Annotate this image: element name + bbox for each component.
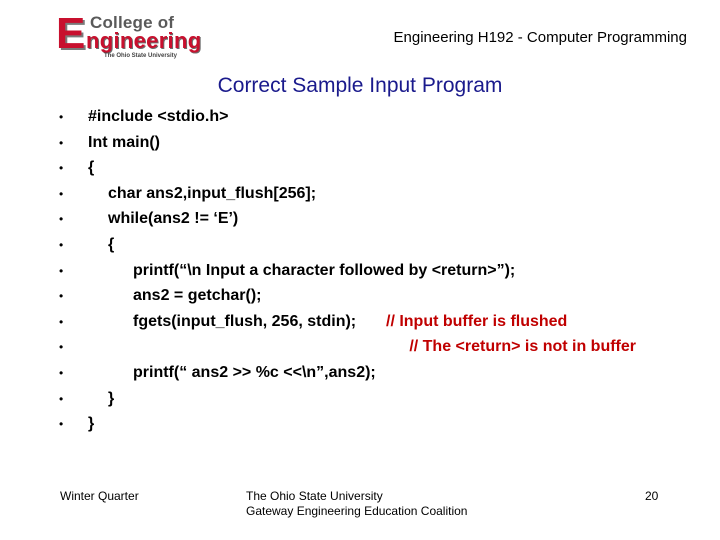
code-line: char ans2,input_flush[256]; (108, 185, 317, 202)
bullet-icon: • (59, 289, 64, 303)
logo-engineering-text: ngineering (86, 28, 202, 53)
bullet-icon: • (59, 212, 64, 226)
footer-university: The Ohio State University (246, 489, 383, 503)
code-comment: // Input buffer is flushed (386, 313, 568, 330)
bullet-icon: • (59, 238, 64, 252)
logo-college-text: College of (90, 13, 175, 32)
code-comment: // The <return> is not in buffer (409, 338, 636, 355)
code-line: printf(“\n Input a character followed by <return>”); (133, 262, 516, 279)
bullet-icon: • (59, 417, 64, 431)
footer-institution (246, 489, 467, 519)
code-line: Int main() (88, 134, 160, 151)
code-line: while(ans2 != ‘E’) (108, 210, 239, 227)
bullet-icon: • (59, 264, 64, 278)
code-line: #include <stdio.h> (88, 108, 229, 125)
code-line: } (88, 415, 95, 432)
course-header: Engineering H192 - Computer Programming (393, 29, 687, 46)
bullet-icon: • (59, 315, 64, 329)
bullet-icon: • (59, 366, 64, 380)
bullet-icon: • (59, 340, 64, 354)
bullet-icon: • (59, 110, 64, 124)
bullet-icon: • (59, 187, 64, 201)
code-line: printf(“ ans2 >> %c <<\n”,ans2); (133, 364, 376, 381)
bullet-icon: • (59, 161, 64, 175)
page-number: 20 (645, 489, 659, 503)
code-line: fgets(input_flush, 256, stdin); (133, 313, 357, 330)
code-line: { (108, 236, 115, 253)
footer-quarter: Winter Quarter (60, 489, 139, 503)
bullet-icon: • (59, 136, 64, 150)
logo-initial: E (56, 9, 86, 58)
footer-coalition: Gateway Engineering Education Coalition (246, 504, 468, 518)
slide-title: Correct Sample Input Program (217, 74, 503, 97)
college-of-engineering-logo (56, 9, 206, 60)
code-line: { (88, 159, 95, 176)
logo-university-text: The Ohio State University (104, 53, 178, 59)
code-line: } (108, 390, 115, 407)
bullet-icon: • (59, 392, 64, 406)
code-line: ans2 = getchar(); (133, 287, 262, 304)
